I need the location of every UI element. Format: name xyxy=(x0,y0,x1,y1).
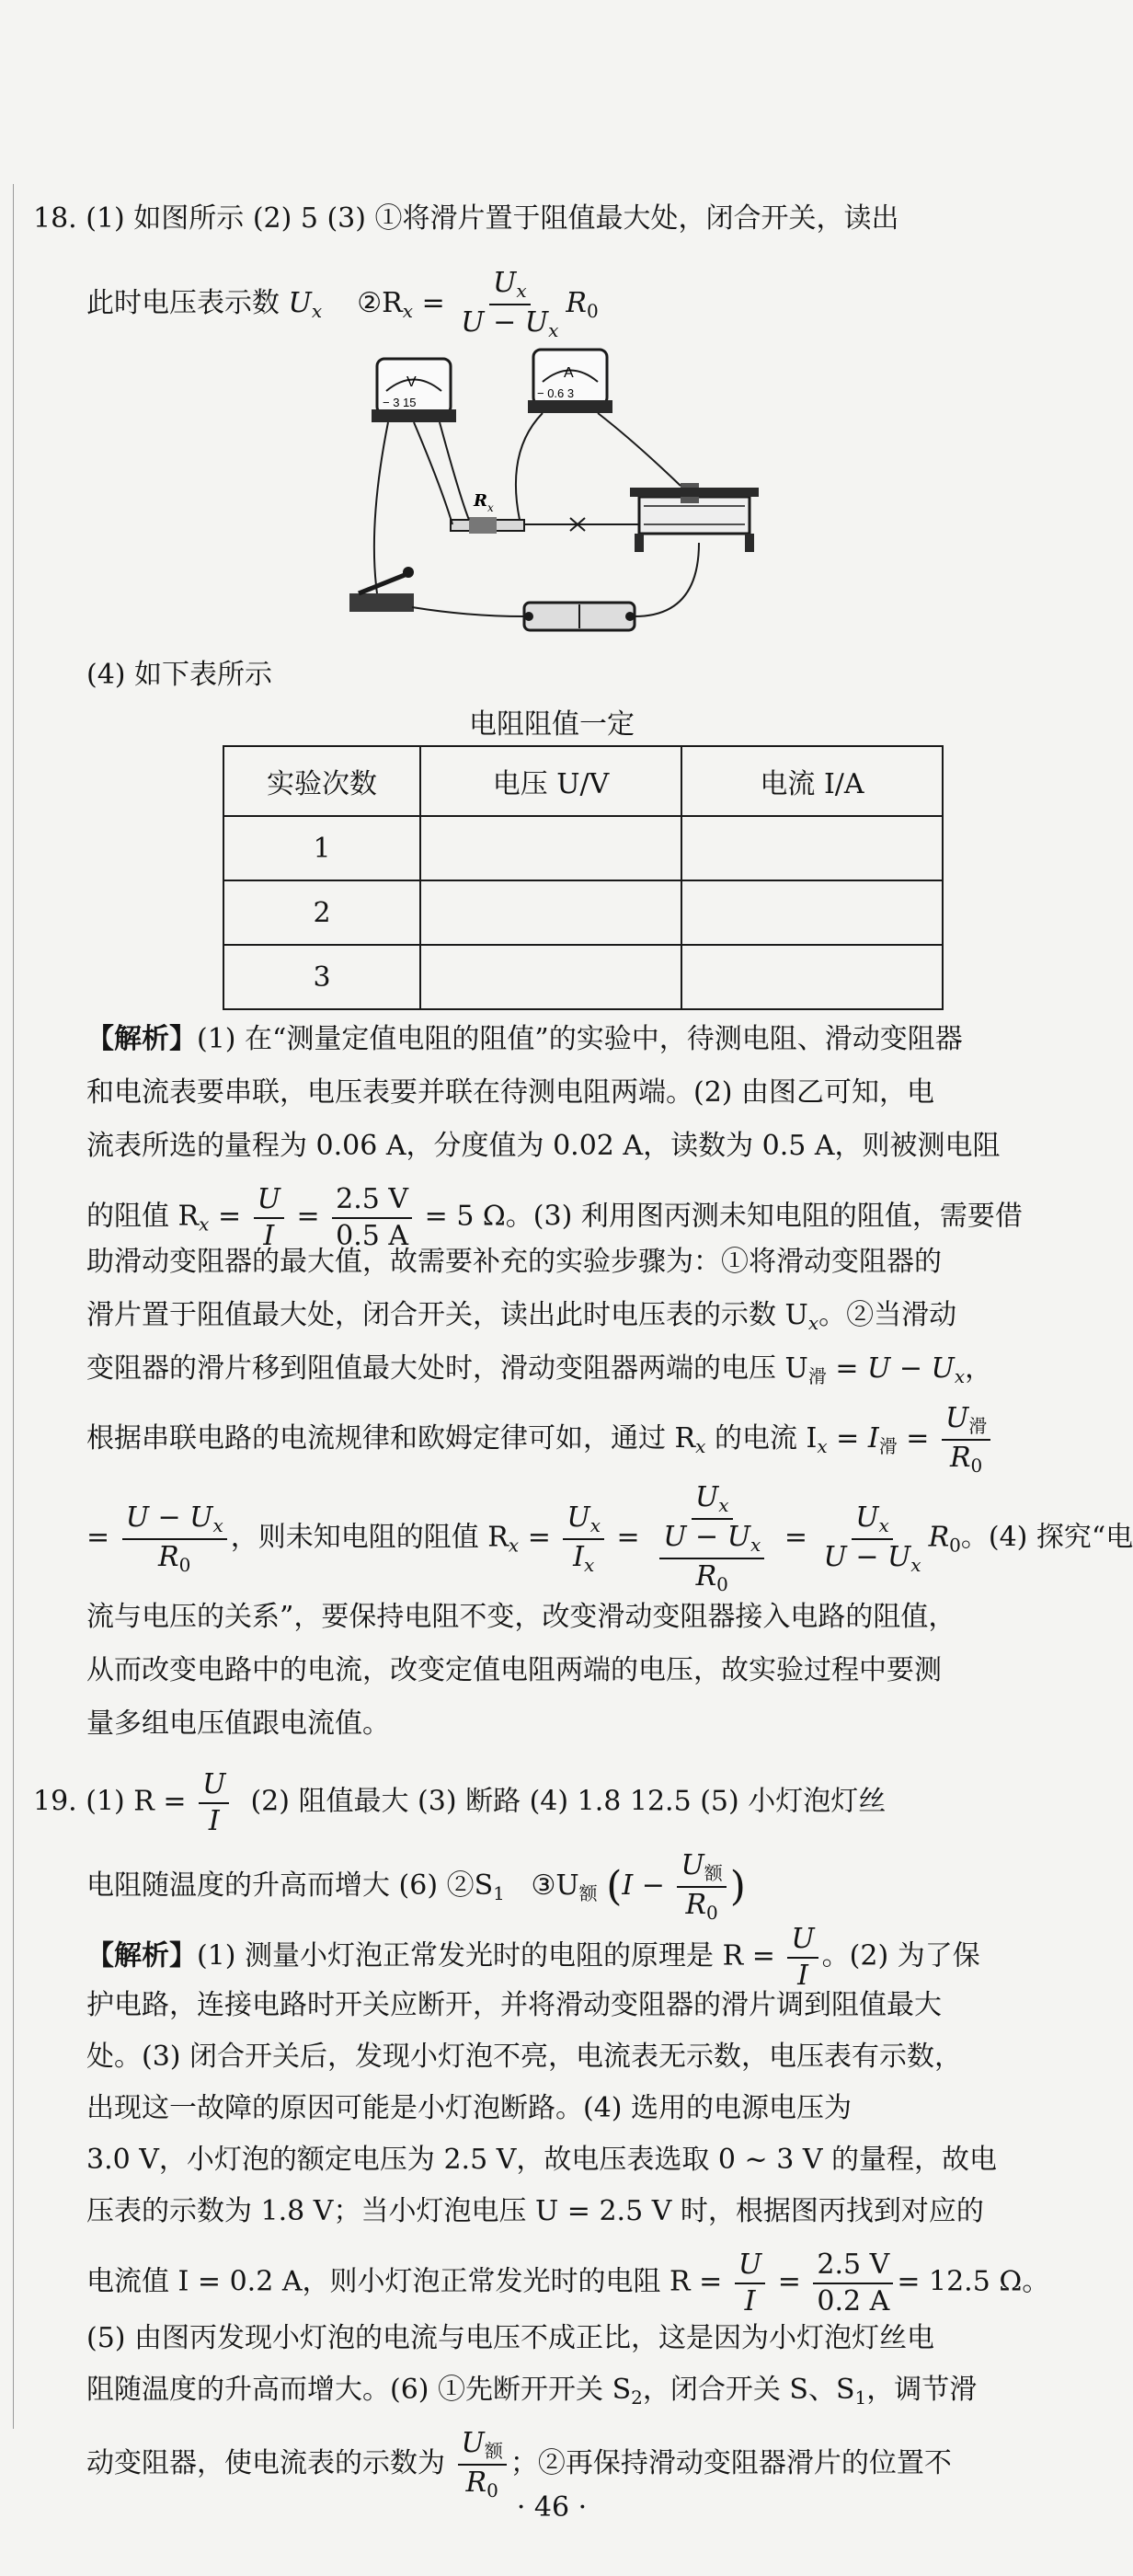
q18-analysis-line-5: 助滑动变阻器的最大值，故需要补充的实验步骤为：①将滑动变阻器的 xyxy=(86,1246,942,1278)
q19-analysis-line-4: 出现这一故障的原因可能是小灯泡断路。(4) 选用的电源电压为 xyxy=(86,2092,853,2124)
q18-analysis-line-1: 【解析】(1) 在“测量定值电阻的阻值”的实验中，待测电阻、滑动变阻器 xyxy=(86,1023,963,1055)
q19-analysis-line-1: 【解析】(1) 测量小灯泡正常发光时的电阻的原理是 R = $\frac{U}{I}$ 。(2) 为了保 xyxy=(86,1923,980,1992)
fraction-u-hua-over-r0: $\frac{U_滑}{R_0}$ xyxy=(942,1404,990,1476)
voltmeter-label: V xyxy=(406,374,417,390)
table-row xyxy=(223,945,943,1009)
q18-analysis-line-10: 流与电压的关系”，要保持电阻不变，改变滑动变阻器接入电路的阻值， xyxy=(86,1601,956,1633)
fraction-u-e-over-r0: $\frac{U_额}{R_0}$ xyxy=(458,2429,507,2501)
rx-sub: x xyxy=(487,501,494,514)
rheostat xyxy=(630,483,759,552)
fraction-u-over-i: $\frac{U}{I}$ xyxy=(787,1925,818,1990)
battery-pack xyxy=(524,603,635,630)
fraction-u-over-i: $\frac{U}{I}$ xyxy=(254,1185,284,1250)
table-header-cell: 电压 U/V xyxy=(420,746,681,816)
fraction-25v-02a: $\frac{2.5 V}{0.2 A}$ xyxy=(813,2250,893,2316)
q19-answer-line-2: 电阻随温度的升高而增大 (6) $②S_1$ $③U_额$ (I − $\frac{U_额}{R_0}$ ) xyxy=(86,1849,746,1924)
q18-analysis-line-3: 流表所选的量程为 0.06 A，分度值为 0.02 A，读数为 0.5 A，则被测电阻 xyxy=(86,1130,1001,1162)
q19-answer-line-1: 19. (1) R = $\frac{U}{I}$ (2) 阻值最大 (3) 断路 (4) 1.8 12.5 (5) 小灯泡灯丝 xyxy=(33,1768,887,1837)
table-row xyxy=(223,880,943,945)
fraction-25v-05a: $\frac{2.5 V}{0.5 A}$ xyxy=(332,1185,412,1250)
q18-analysis-line-6: 滑片置于阻值最大处，闭合开关，读出此时电压表的示数 $U_x$。②当滑动 xyxy=(86,1299,957,1334)
q18-analysis-line-7: 变阻器的滑片移到阻值最大处时，滑动变阻器两端的电压 $U_滑 = U - U_x$， xyxy=(86,1352,993,1387)
data-table xyxy=(223,745,944,1010)
fraction-final: $\frac{U_x}{U - U_x}$ xyxy=(823,1501,921,1576)
q18-analysis-line-4: 的阻值 $R_x$ = $\frac{U}{I}$ = $\frac{2.5 V}{0.5 A}$ = 5 Ω。(3) 利用图丙测未知电阻的阻值，需要借 xyxy=(86,1183,1023,1252)
q19-analysis-line-8: (5) 由图丙发现小灯泡的电流与电压不成正比，这是因为小灯泡灯丝电 xyxy=(86,2322,935,2354)
fraction-u-e-over-r0: $\frac{U_额}{R_0}$ xyxy=(677,1851,726,1923)
margin-rule xyxy=(13,184,14,2429)
table-cell: 2 xyxy=(223,880,420,945)
q19-analysis-line-3: 处。(3) 闭合开关后，发现小灯泡不亮，电流表无示数，电压表有示数， xyxy=(86,2041,963,2073)
fraction-u-over-i: $\frac{U}{I}$ xyxy=(735,2250,765,2316)
q18-analysis-line-2: 和电流表要串联，电压表要并联在待测电阻两端。(2) 由图乙可知，电 xyxy=(86,1076,935,1109)
analysis-label: 【解析】 xyxy=(86,1939,197,1972)
fraction-ux-over-ix: $\frac{U_x}{I_x}$ xyxy=(563,1503,604,1575)
fraction-u-minus-ux-over-r0: $\frac{U - U_x}{R_0}$ xyxy=(122,1503,227,1575)
q18-answer-line-1: 18. (1) 如图所示 (2) 5 (3) ①将滑片置于阻值最大处，闭合开关，读出 xyxy=(33,202,899,235)
table-cell: 1 xyxy=(223,816,420,880)
voltmeter-terminals: − 3 15 xyxy=(383,396,417,409)
table-header-row xyxy=(223,746,943,816)
q18-fraction: $\frac{U_x}{U - U_x}$ xyxy=(461,267,559,341)
q19-analysis-line-5: 3.0 V，小灯泡的额定电压为 2.5 V，故电压表选取 0 ~ 3 V 的量程，故电 xyxy=(86,2144,998,2176)
q18-analysis-line-9: = $\frac{U - U_x}{R_0}$ ，则未知电阻的阻值 $R_x$ = $\frac{U_x}{I_x}$ = $\frac{U_x}{\frac{U - U_x}{R_0}}$ = $\frac{U_x}{U - U_x}$ $R_0$。(4) 探究“电 xyxy=(86,1481,1133,1595)
q18-Ux: U xyxy=(288,287,312,319)
knife-switch xyxy=(349,567,414,612)
q18-analysis-line-11: 从而改变电路中的电流，改变定值电阻两端的电压，故实验过程中要测 xyxy=(86,1654,942,1686)
page-number: · 46 · xyxy=(516,2491,588,2524)
q19-analysis-line-7: 电流值 I = 0.2 A，则小灯泡正常发光时的电阻 R = $\frac{U}{I}$ = $\frac{2.5 V}{0.2 A}$ = 12.5 Ω。 xyxy=(86,2248,1050,2317)
analysis-label: 【解析】 xyxy=(86,1023,197,1055)
q19-analysis-line-2: 护电路，连接电路时开关应断开，并将滑动变阻器的滑片调到阻值最大 xyxy=(86,1989,942,2021)
table-cell: 3 xyxy=(223,945,420,1009)
q18-analysis-line-8: 根据串联电路的电流规律和欧姆定律可如，通过 $R_x$ 的电流 $I_x = I_滑$ = $\frac{U_滑}{R_0}$ xyxy=(86,1404,994,1476)
ammeter-terminals: − 0.6 3 xyxy=(537,386,575,400)
table-header-cell: 电流 I/A xyxy=(681,746,943,816)
q19-analysis-line-10: 动变阻器，使电流表的示数为 $\frac{U_额}{R_0}$ ；②再保持滑动变阻器滑片的位置不 xyxy=(86,2427,952,2501)
q18-analysis-line-12: 量多组电压值跟电流值。 xyxy=(86,1708,390,1740)
fraction-compound: $\frac{U_x}{\frac{U - U_x}{R_0}}$ xyxy=(652,1483,772,1594)
circuit-diagram xyxy=(331,340,791,644)
rx-label: R xyxy=(474,491,487,511)
ammeter xyxy=(528,350,612,413)
q19-analysis-line-6: 压表的示数为 1.8 V；当小灯泡电压 U = 2.5 V 时，根据图丙找到对应的 xyxy=(86,2195,984,2227)
q18-part4: (4) 如下表所示 xyxy=(86,659,273,691)
table-row xyxy=(223,816,943,880)
q19-analysis-line-9: 阻随温度的升高而增大。(6) ①先断开开关 $S_2$，闭合开关 S、$S_1$，调节滑 xyxy=(86,2374,978,2409)
q18-text: 此时电压表示数 xyxy=(86,287,280,319)
table-title: 电阻阻值一定 xyxy=(469,708,635,741)
ammeter-label: A xyxy=(564,365,574,381)
table-header-cell: 实验次数 xyxy=(223,746,420,816)
q18-formula-lhs: ②R xyxy=(357,287,403,319)
q18-answer-line-2: 此时电压表示数 $U_x$ $②R_x$ = $\frac{U_x}{U - U_x}$ $R_0$ xyxy=(86,267,599,341)
fraction-u-over-i: $\frac{U}{I}$ xyxy=(199,1770,229,1835)
voltmeter xyxy=(372,359,456,422)
